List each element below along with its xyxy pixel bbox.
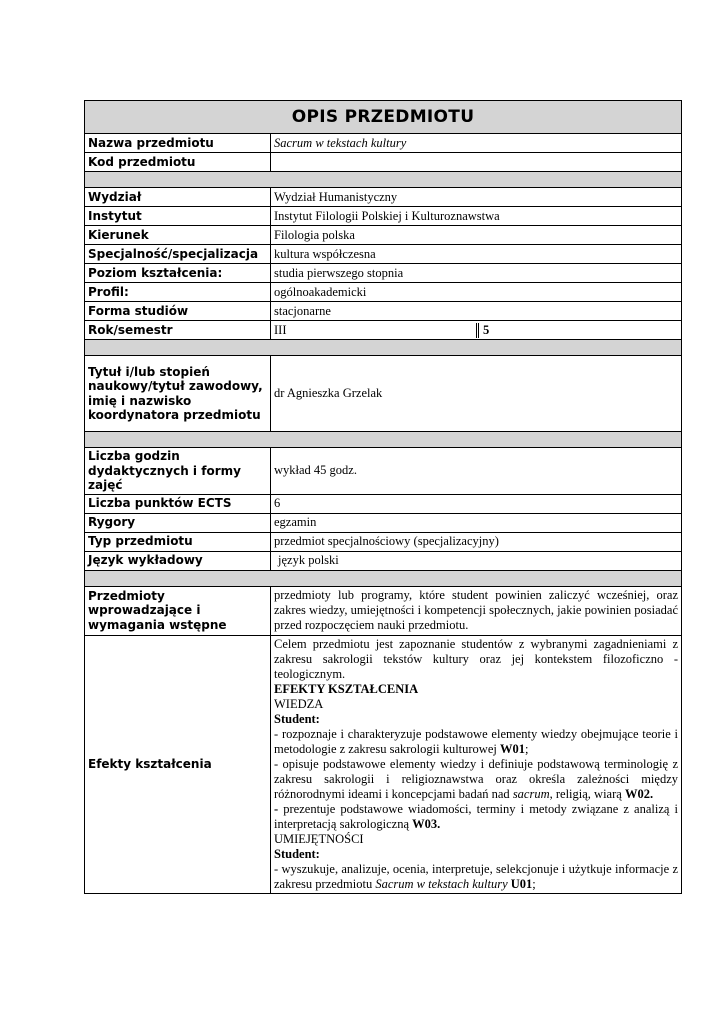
coordinator-label: Tytuł i/lub stopień naukowy/tytuł zawodowy, imię i nazwisko koordynatora przedmiotu	[85, 356, 271, 432]
education-level-label: Poziom kształcenia:	[85, 264, 271, 283]
course-name-label: Nazwa przedmiotu	[85, 134, 271, 153]
hours-label: Liczba godzin dydaktycznych i formy zajęć	[85, 448, 271, 495]
year-semester-label: Rok/semestr	[85, 321, 271, 340]
outcomes-heading: EFEKTY KSZTAŁCENIA	[274, 681, 419, 696]
page-title: OPIS PRZEDMIOTU	[85, 101, 682, 134]
year-semester-cell	[271, 321, 682, 340]
requirements-label: Rygory	[85, 513, 271, 532]
course-code-label: Kod przedmiotu	[85, 153, 271, 172]
outcome-u01-end: ;	[532, 876, 536, 891]
outcome-w03-dash: -	[274, 801, 279, 816]
course-code-value	[271, 153, 682, 172]
faculty-label: Wydział	[85, 188, 271, 207]
outcome-u01-text: - wyszukuje, analizuje, ocenia, interpretuje, selekcjonuje i użytkuje informacje z zakresu przedmiotu	[274, 861, 678, 891]
year-value: III	[274, 323, 479, 338]
knowledge-heading: WIEDZA	[274, 696, 324, 711]
hours-value: wykład 45 godz.	[271, 448, 682, 495]
outcome-w01-end: ;	[524, 741, 529, 756]
language-value: język polski	[271, 551, 682, 570]
outcome-u01-italic: Sacrum w tekstach kultury	[375, 876, 508, 891]
outcome-w03-code: W03.	[412, 816, 441, 831]
outcome-w03-text: prezentuje podstawowe wiadomości, terminy i metody związane z analizą i interpretacją sakrologiczną	[274, 801, 678, 831]
course-type-value: przedmiot specjalnościowy (specjalizacyjny)	[271, 532, 682, 551]
coordinator-value: dr Agnieszka Grzelak	[271, 356, 682, 432]
institute-label: Instytut	[85, 207, 271, 226]
course-name-value: Sacrum w tekstach kultury	[271, 134, 682, 153]
outcome-w03	[274, 802, 678, 832]
outcomes-intro: Celem przedmiotu jest zapoznanie studentów z wybranymi zagadnieniami z zakresu sakrologii tekstów kultury oraz jej kontekstem filozoficzno - teologicznym.	[274, 636, 678, 681]
section-separator	[85, 432, 682, 448]
skills-heading: UMIEJĘTNOŚCI	[274, 831, 364, 846]
student-label: Student:	[274, 711, 320, 726]
course-description-sheet	[84, 100, 681, 894]
language-label: Język wykładowy	[85, 551, 271, 570]
prerequisites-value: przedmioty lub programy, które student powinien zaliczyć wcześniej, oraz zakres wiedzy, umiejętności i kompetencji społecznych, jakie powinien posiadać przed rozpoczęciem nauki przedmiotu.	[271, 586, 682, 635]
course-type-label: Typ przedmiotu	[85, 532, 271, 551]
semester-value: 5	[483, 322, 490, 337]
outcome-w02-text: - opisuje podstawowe elementy wiedzy i definiuje podstawową terminologię z zakresu sakrologii i religioznawstwa oraz określa zależności między różnorodnymi ideami i koncepcjami badań nad	[274, 756, 678, 801]
learning-outcomes-label: Efekty kształcenia	[85, 635, 271, 893]
study-form-label: Forma studiów	[85, 302, 271, 321]
outcome-w01-text: - rozpoznaje i charakteryzuje podstawowe elementy wiedzy obejmujące teorie i metodologie z zakresu sakrologii kulturowej	[274, 726, 678, 756]
outcome-w02-code: W02.	[624, 786, 654, 801]
outcome-w02	[274, 757, 678, 802]
profile-label: Profil:	[85, 283, 271, 302]
ects-label: Liczba punktów ECTS	[85, 494, 271, 513]
profile-value: ogólnoakademicki	[271, 283, 682, 302]
requirements-value: egzamin	[271, 513, 682, 532]
faculty-value: Wydział Humanistyczny	[271, 188, 682, 207]
student-label: Student:	[274, 846, 320, 861]
section-separator	[85, 340, 682, 356]
course-description-table	[84, 100, 682, 894]
outcome-w01-code: W01	[499, 741, 525, 756]
prerequisites-label: Przedmioty wprowadzające i wymagania wstępne	[85, 586, 271, 635]
outcome-w01	[274, 727, 678, 757]
outcome-w02-text2: , religią, wiarą	[549, 786, 625, 801]
outcome-u01	[274, 862, 678, 892]
field-value: Filologia polska	[271, 226, 682, 245]
learning-outcomes-value	[271, 635, 682, 893]
field-label: Kierunek	[85, 226, 271, 245]
study-form-value: stacjonarne	[271, 302, 682, 321]
specialization-value: kultura współczesna	[271, 245, 682, 264]
specialization-label: Specjalność/specjalizacja	[85, 245, 271, 264]
institute-value: Instytut Filologii Polskiej i Kulturoznawstwa	[271, 207, 682, 226]
outcome-u01-code: U01	[510, 876, 533, 891]
education-level-value: studia pierwszego stopnia	[271, 264, 682, 283]
section-separator	[85, 172, 682, 188]
section-separator	[85, 570, 682, 586]
outcome-w02-italic: sacrum	[512, 786, 550, 801]
ects-value: 6	[271, 494, 682, 513]
